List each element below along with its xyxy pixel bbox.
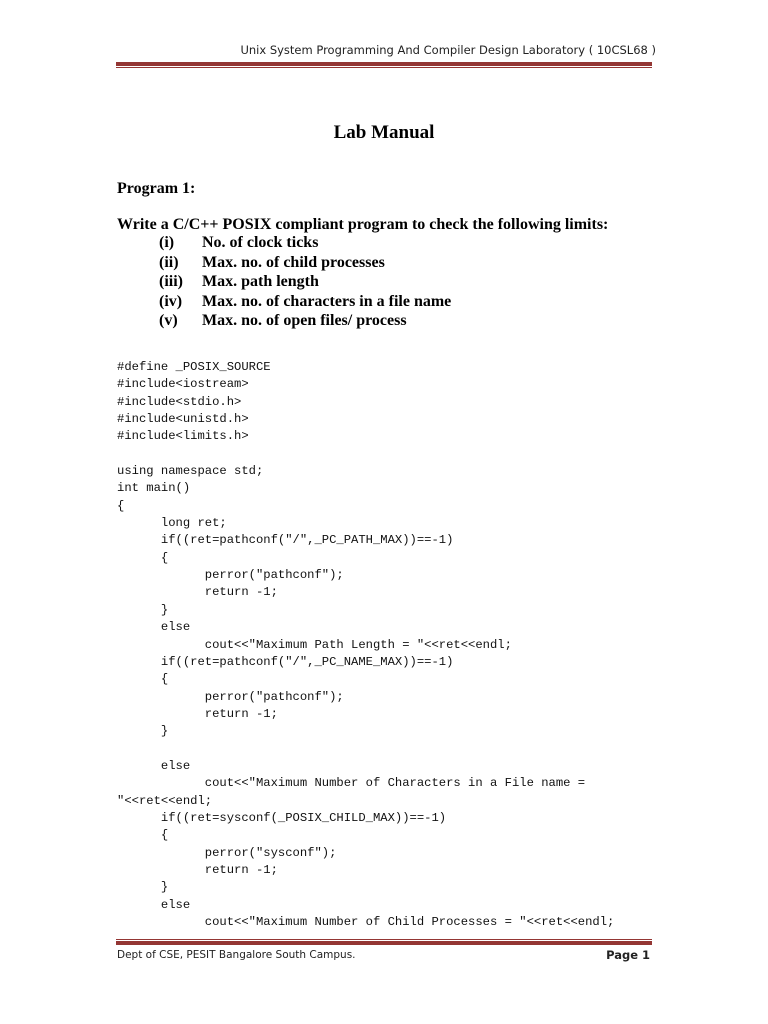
code-listing: #define _POSIX_SOURCE #include<iostream> #include<stdio.h> #include<unistd.h> #include<limits.h> using namespace std; int main() { long ret; if((ret=pathconf("/",_PC_PATH_MAX))==-1) { perror("pathconf"); return -1; } else cout<<"Maximum Path Length = "<<ret<<endl; if((ret=pathconf("/",_PC_NAME_MAX))==-1) { perror("pathconf"); return -1; } else cout<<"Maximum Number of Characters in a File name = "<<ret<<endl; if((ret=sysconf(_POSIX_CHILD_MAX))==-1) { perror("sysconf"); return -1; } else cout<<"Maximum Number of Child Processes = "<<ret<<endl; xyxy=(117,360,615,929)
limits-list xyxy=(159,233,451,331)
limit-text: Max. path length xyxy=(202,273,319,291)
limit-text: Max. no. of child processes xyxy=(202,253,385,271)
limit-text: Max. no. of characters in a file name xyxy=(202,292,452,310)
limit-number: (ii) xyxy=(159,253,179,271)
program-label: Program 1: xyxy=(117,180,196,197)
limit-item xyxy=(159,311,451,331)
footer-rule xyxy=(116,941,652,945)
limit-item xyxy=(159,272,451,292)
limit-item xyxy=(159,253,451,273)
limit-item xyxy=(159,233,451,253)
limit-text: No. of clock ticks xyxy=(202,234,319,251)
document-title: Lab Manual xyxy=(333,122,435,143)
header-rule-thin xyxy=(116,67,652,68)
header-rule xyxy=(116,62,652,66)
page-header: Unix System Programming And Compiler Design Laboratory ( 10CSL68 ) xyxy=(240,43,656,57)
problem-statement: Write a C/C++ POSIX compliant program to check the following limits: xyxy=(117,216,609,233)
footer-department: Dept of CSE, PESIT Bangalore South Campus. xyxy=(117,949,356,961)
limit-item xyxy=(159,292,451,312)
limit-number: (i) xyxy=(159,234,175,251)
limit-text: Max. no. of open files/ process xyxy=(202,312,407,330)
footer-rule-thin xyxy=(116,939,652,940)
limit-number: (iv) xyxy=(159,292,183,310)
limit-number: (iii) xyxy=(159,273,183,291)
page-number: Page 1 xyxy=(606,948,650,962)
limit-number: (v) xyxy=(159,312,178,330)
